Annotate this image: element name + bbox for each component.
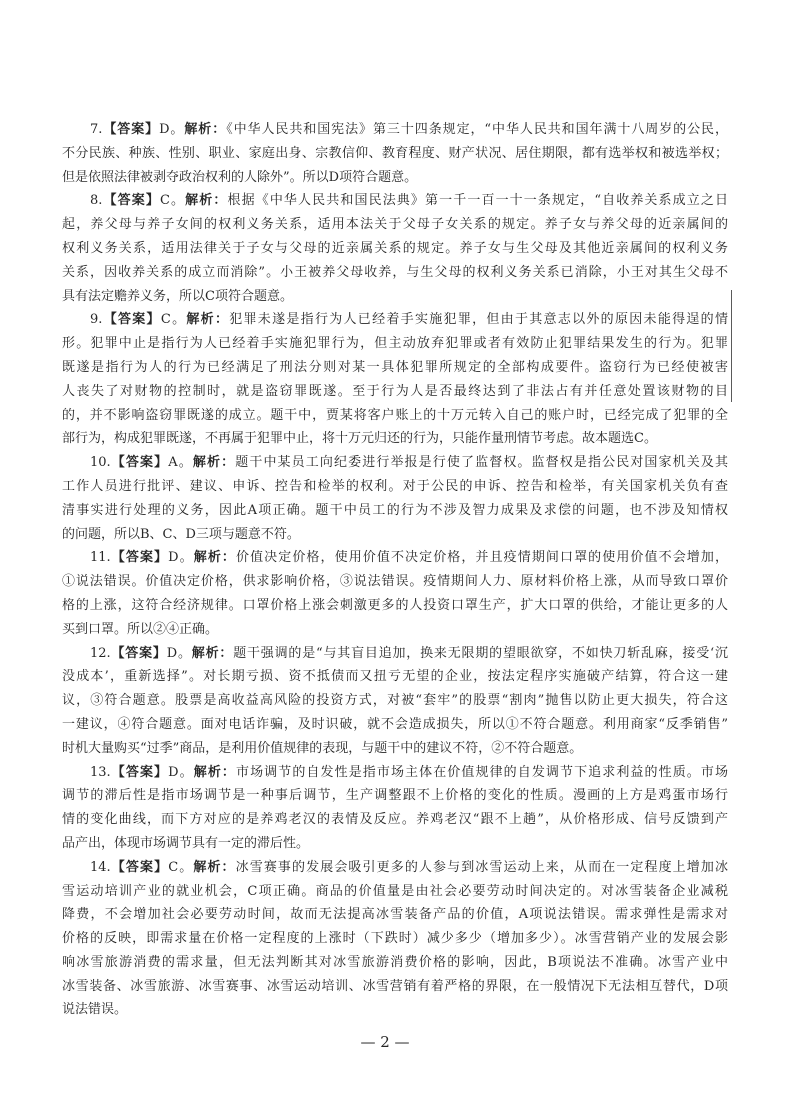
analysis-text: 冰雪赛事的发展会吸引更多的人参与到冰雪运动上来，从而在一定程度上增加冰 [235,859,728,875]
analysis-line: 的问题，所以B、C、D三项与题意不符。 [62,526,300,542]
analysis-line: 起，养父母与养子女间的权利义务关系，适用本法关于父母子女关系的规定。养子女与养父母的近亲属间的 [62,217,728,233]
analysis-line: 响冰雪旅游消费的需求量，但无法判断其对冰雪旅游消费价格的影响，因此，B项说法不准确。冰雪产业中 [62,954,728,970]
analysis-label: 解析： [193,550,236,566]
analysis-text: 题干中某员工向纪委进行举报是行使了监督权。监督权是指公民对国家机关及其 [235,455,728,471]
answer-item-14 [62,856,728,1023]
analysis-text: 《中华人民共和国宪法》第三十四条规定，“中华人民共和国年满十八周岁的公民， [226,122,728,137]
analysis-line: 格的上涨，这符合经济规律。口罩价格上涨会刺激更多的人投资口罩生产，扩大口罩的供给，才能让更多的人 [62,597,728,613]
analysis-line: 价格的反映，即需求量在价格一定程度的上涨时（下跌时）减少多少（增加多少）。冰雪营销产业的发展会影 [62,931,728,947]
answer-first-line [62,642,728,666]
answer-label: 【答案】 [110,550,169,566]
analysis-label: 解析： [193,764,236,780]
answer-item-11 [62,546,728,641]
question-number: 10. [90,455,111,471]
answer-first-line [62,856,728,880]
question-number: 11. [90,550,111,566]
answer-choice: A。 [168,455,193,471]
analysis-label: 解析： [192,455,236,471]
analysis-text: 价值决定价格，使用价值不决定价格，并且疫情期间口罩的使用价值不会增加， [236,550,728,566]
analysis-label: 解析： [184,122,227,137]
analysis-label: 解析： [185,193,228,209]
analysis-line: 说法错误。 [62,1002,128,1018]
answer-choice: D。 [168,550,194,566]
analysis-line: 买到口罩。所以②④正确。 [62,621,219,637]
analysis-text: 犯罪未遂是指行为人已经着手实施犯罪，但由于其意志以外的原因未能得逞的情 [229,312,728,328]
analysis-line: 人丧失了对财物的控制时，就是盗窃罪既遂。至于行为人是否最终达到了非法占有并任意处置该财物的目 [62,383,728,399]
analysis-line: 关系，因收养关系的成立而消除”。小王被养父母收养，与生父母的权利义务关系已消除，小王对其生父母不 [62,264,728,280]
answer-choice: C。 [160,312,187,328]
analysis-line: 降费，不会增加社会必要劳动时间，故而无法提高冰雪装备产品的价值，A项说法错误。需求弹性是需求对 [62,907,728,923]
analysis-label: 解析： [186,312,230,328]
answer-choice: C。 [168,859,194,875]
answer-choice: C。 [159,193,186,209]
analysis-text: 题干强调的是“与其盲目追加，换来无限期的望眼欲穿，不如快刀斩乱麻，接受‘沉 [233,645,728,661]
analysis-line: ①说法错误。价值决定价格，供求影响价格，③说法错误。疫情期间人力、原材料价格上涨，从而导致口罩价 [62,574,728,590]
question-number: 13. [90,764,111,780]
question-number: 14. [90,859,111,875]
analysis-text: 根据《中华人民共和国民法典》第一千一百一十一条规定，“自收养关系成立之日 [227,193,728,209]
answer-item-9 [62,308,728,451]
analysis-line: 工作人员进行批评、建议、申诉、控告和检举的权利。对于公民的申诉、控告和检举，有关国家机关负有查 [62,478,728,494]
analysis-line: 雪运动培训产业的就业机会，C项正确。商品的价值量是由社会必要劳动时间决定的。对冰雪装备企业减税 [62,883,728,899]
answer-explanations [62,118,728,1022]
analysis-line: 时机大量购买“过季”商品，是利用价值规律的表现，与题干中的建议不符，②不符合题意。 [62,740,583,756]
answer-item-12 [62,642,728,761]
answer-first-line [62,308,728,332]
answer-first-line [62,118,728,142]
answer-label: 【答案】 [110,455,169,471]
question-number: 8. [90,193,103,209]
analysis-line: 一建议，④符合题意。面对电话诈骗，及时识破，就不会造成损失，所以①不符合题意。利用商家“反季销售” [62,716,728,732]
analysis-line: 品产出，体现市场调节具有一定的滞后性。 [62,835,310,851]
scan-mark-line [731,290,732,402]
analysis-line: 形。犯罪中止是指行为人已经着手实施犯罪行为，但主动放弃犯罪或者有效防止犯罪结果发生的行为。犯罪 [62,336,728,352]
answer-item-7 [62,118,728,189]
analysis-line: 权利义务关系，适用法律关于子女与父母的近亲属关系的规定。养子女与生父母及其他近亲属间的权利义务 [62,240,728,256]
answer-first-line [62,451,728,475]
analysis-line: 议，③符合题意。股票是高收益高风险的投资方式，对被“套牢”的股票“割肉”抛售以防止更大损失，符合这 [62,693,728,709]
answer-item-13 [62,761,728,856]
answer-choice: D。 [159,122,185,137]
analysis-line: 具有法定赡养义务，所以C项符合题意。 [62,288,293,304]
answer-choice: D。 [168,764,194,780]
answer-choice: D。 [166,645,192,661]
analysis-line: 调节的滞后性是指市场调节是一种事后调节，生产调整跟不上价格的变化的性质。漫画的上方是鸡蛋市场行 [62,788,728,804]
answer-first-line [62,546,728,570]
analysis-line: 的，并不影响盗窃罪既遂的成立。题干中，贾某将客户账上的十万元转入自己的账户时，已经完成了犯罪的全 [62,407,728,423]
analysis-line: 情的变化曲线，而下方对应的是养鸡老汉的表情及反应。养鸡老汉“跟不上趟”，从价格形成、信号反馈到产 [62,812,728,828]
analysis-text: 市场调节的自发性是指市场主体在价值规律的自发调节下追求利益的性质。市场 [236,764,728,780]
answer-item-10 [62,451,728,546]
answer-first-line [62,761,728,785]
answer-label: 【答案】 [102,122,160,137]
answer-label: 【答案】 [110,859,169,875]
analysis-line: 没成本’，重新选择”。对长期亏损、资不抵债而又扭亏无望的企业，按法定程序实施破产结算，符合这一建 [62,669,728,685]
answer-item-8 [62,189,728,308]
analysis-label: 解析： [191,645,234,661]
question-number: 7. [90,122,103,137]
question-number: 9. [90,312,103,328]
analysis-line: 不分民族、种族、性别、职业、家庭出身、宗教信仰、教育程度、财产状况、居住期限，都有选举权和被选举权； [62,145,728,161]
analysis-line: 冰雪装备、冰雪旅游、冰雪赛事、冰雪运动培训、冰雪营销有着严格的界限，在一般情况下无法相互替代，D项 [62,978,728,994]
analysis-line: 但是依照法律被剥夺政治权利的人除外”。所以D项符合题意。 [62,169,418,185]
page-number: — 2 — [360,1033,410,1051]
answer-label: 【答案】 [110,645,167,661]
analysis-line: 清事实进行处理的义务，因此A项正确。题干中员工的行为不涉及智力成果及求偿的问题，也不涉及知情权 [62,502,728,518]
question-number: 12. [90,645,111,661]
analysis-label: 解析： [193,859,236,875]
answer-label: 【答案】 [110,764,169,780]
answer-label: 【答案】 [102,193,160,209]
answer-label: 【答案】 [102,312,161,328]
analysis-line: 既遂是指行为人的行为已经满足了刑法分则对某一具体犯罪所规定的全部构成要件。盗窃行为已经使被害 [62,359,728,375]
analysis-line: 部行为，构成犯罪既遂，不再属于犯罪中止，将十万元归还的行为，只能作量刑情节考虑。故本题选C。 [62,431,657,447]
answer-first-line [62,189,728,213]
